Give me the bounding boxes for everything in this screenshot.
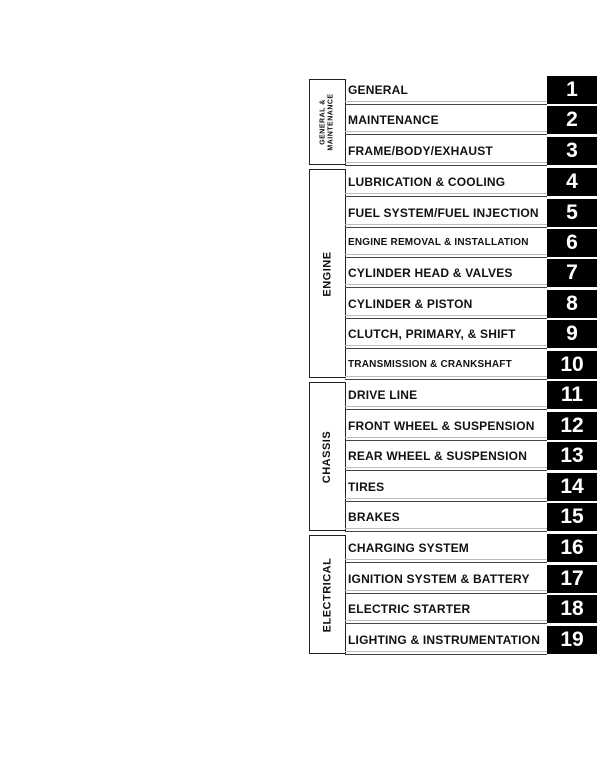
section-number: 13: [560, 444, 584, 467]
section-title[interactable]: ELECTRIC STARTER: [345, 594, 547, 624]
section-row-14[interactable]: [345, 472, 600, 503]
section-number: 14: [560, 475, 584, 498]
section-row-10[interactable]: [345, 350, 600, 381]
section-number: 12: [560, 414, 584, 437]
section-number-tab[interactable]: [547, 168, 597, 196]
section-number: 17: [560, 567, 584, 590]
section-number-tab[interactable]: [547, 442, 597, 470]
group-label: ENGINE: [321, 250, 334, 297]
section-row-19[interactable]: [345, 625, 600, 656]
group-electrical: [309, 535, 346, 654]
section-number: 9: [566, 322, 578, 345]
section-title[interactable]: FUEL SYSTEM/FUEL INJECTION: [345, 198, 547, 228]
section-number: 3: [566, 139, 578, 162]
section-number: 16: [560, 536, 584, 559]
section-number-tab[interactable]: [547, 290, 597, 318]
group-chassis: [309, 382, 346, 531]
section-title[interactable]: LIGHTING & INSTRUMENTATION: [345, 625, 547, 655]
section-title[interactable]: FRONT WHEEL & SUSPENSION: [345, 411, 547, 441]
section-number-tab[interactable]: [547, 412, 597, 440]
section-number-tab[interactable]: [547, 137, 597, 165]
section-row-5[interactable]: [345, 198, 600, 229]
section-title[interactable]: BRAKES: [345, 502, 547, 532]
section-row-7[interactable]: [345, 258, 600, 289]
section-number: 1: [566, 78, 578, 101]
section-number: 11: [560, 383, 584, 406]
group-label: CHASSIS: [321, 430, 334, 483]
section-row-4[interactable]: [345, 167, 600, 198]
section-title[interactable]: ENGINE REMOVAL & INSTALLATION: [345, 228, 547, 258]
section-number-tab[interactable]: [547, 320, 597, 348]
section-title[interactable]: MAINTENANCE: [345, 105, 547, 135]
section-title[interactable]: TRANSMISSION & CRANKSHAFT: [345, 350, 547, 380]
group-label: [320, 93, 336, 150]
section-number-tab[interactable]: [547, 503, 597, 531]
section-title[interactable]: CYLINDER HEAD & VALVES: [345, 258, 547, 288]
section-number: 6: [566, 231, 578, 254]
section-number-tab[interactable]: [547, 199, 597, 227]
section-title[interactable]: CHARGING SYSTEM: [345, 533, 547, 563]
section-row-17[interactable]: [345, 564, 600, 595]
section-number-tab[interactable]: [547, 534, 597, 562]
section-number: 19: [560, 628, 584, 651]
section-title[interactable]: TIRES: [345, 472, 547, 502]
section-title[interactable]: IGNITION SYSTEM & BATTERY: [345, 564, 547, 594]
section-title[interactable]: CYLINDER & PISTON: [345, 289, 547, 319]
section-number-tab[interactable]: [547, 565, 597, 593]
section-number: 10: [560, 353, 584, 376]
section-row-6[interactable]: [345, 228, 600, 259]
section-row-12[interactable]: [345, 411, 600, 442]
section-number: 2: [566, 108, 578, 131]
section-number: 7: [566, 261, 578, 284]
section-title[interactable]: GENERAL: [345, 75, 547, 105]
section-row-11[interactable]: [345, 380, 600, 411]
section-number-tab[interactable]: [547, 259, 597, 287]
section-title[interactable]: LUBRICATION & COOLING: [345, 167, 547, 197]
section-number-tab[interactable]: [547, 381, 597, 409]
group-label-line-1: GENERAL &: [319, 99, 327, 145]
section-number-tab[interactable]: [547, 229, 597, 257]
section-number-tab[interactable]: [547, 351, 597, 379]
group-label: ELECTRICAL: [321, 557, 334, 632]
section-row-13[interactable]: [345, 441, 600, 472]
section-row-3[interactable]: [345, 136, 600, 167]
group-label-line-2: MAINTENANCE: [327, 93, 335, 151]
section-row-9[interactable]: [345, 319, 600, 350]
section-title[interactable]: DRIVE LINE: [345, 380, 547, 410]
section-number-tab[interactable]: [547, 76, 597, 104]
section-number-tab[interactable]: [547, 473, 597, 501]
section-number-tab[interactable]: [547, 106, 597, 134]
section-title[interactable]: CLUTCH, PRIMARY, & SHIFT: [345, 319, 547, 349]
section-title[interactable]: REAR WHEEL & SUSPENSION: [345, 441, 547, 471]
section-number: 8: [566, 292, 578, 315]
section-number: 5: [566, 201, 578, 224]
section-row-16[interactable]: [345, 533, 600, 564]
section-row-2[interactable]: [345, 105, 600, 136]
section-title[interactable]: FRAME/BODY/EXHAUST: [345, 136, 547, 166]
group-general-maintenance: [309, 79, 346, 165]
section-row-8[interactable]: [345, 289, 600, 320]
section-number: 4: [566, 170, 578, 193]
section-number: 18: [560, 597, 584, 620]
section-row-15[interactable]: [345, 502, 600, 533]
section-number-tab[interactable]: [547, 626, 597, 654]
group-engine: [309, 169, 346, 378]
section-number: 15: [560, 505, 584, 528]
section-number-tab[interactable]: [547, 595, 597, 623]
section-row-18[interactable]: [345, 594, 600, 625]
section-row-1[interactable]: [345, 75, 600, 106]
